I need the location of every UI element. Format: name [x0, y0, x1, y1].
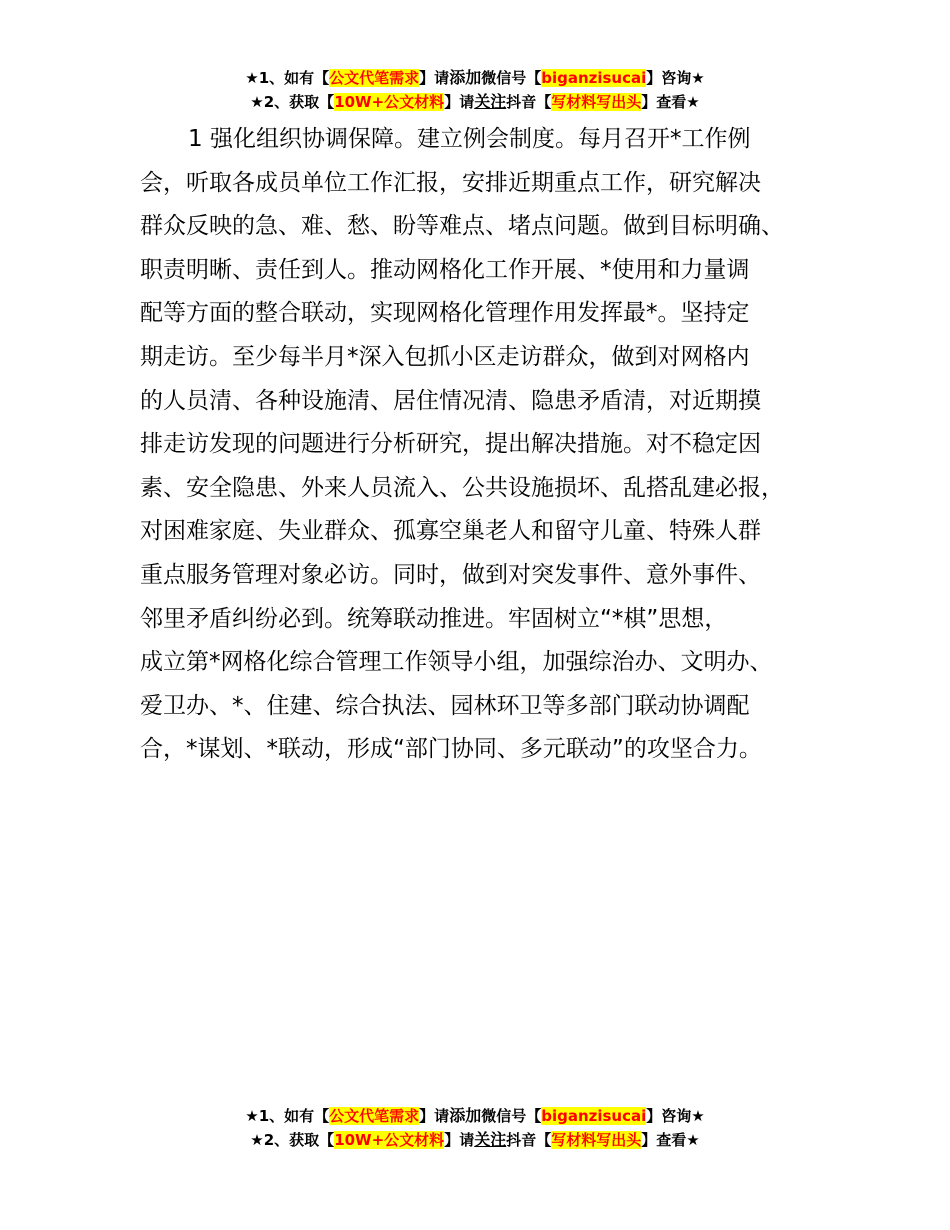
- banner-text: 】请: [444, 93, 475, 111]
- banner-highlight: biganzisucai: [541, 1107, 647, 1125]
- banner-highlight: 写材料写出头: [551, 93, 642, 111]
- body-line: 会，听取各成员单位工作汇报，安排近期重点工作，研究解决: [140, 169, 761, 196]
- banner-line-1: [0, 1104, 950, 1128]
- body-paragraph: [140, 118, 832, 772]
- body-line: 职责明晰、责任到人。推动网格化工作开展、*使用和力量调: [140, 256, 750, 283]
- body-line: 重点服务管理对象必访。同时，做到对突发事件、意外事件、: [140, 561, 761, 588]
- banner-highlight: 公文代笔需求: [329, 1107, 420, 1125]
- banner-text: 抖音【: [506, 93, 552, 111]
- banner-emphasis: 添加: [449, 1106, 482, 1125]
- banner-text: 】咨询★: [646, 1107, 705, 1125]
- body-line: 排走访发现的问题进行分析研究，提出解决措施。对不稳定因: [140, 431, 761, 458]
- banner-text: ★1、如有【: [245, 1107, 330, 1125]
- footer-banner: [0, 1104, 950, 1152]
- banner-text: 】请: [419, 69, 450, 87]
- banner-highlight: biganzisucai: [541, 69, 647, 87]
- banner-text: ★2、获取【: [250, 1131, 335, 1149]
- banner-emphasis: 关注: [474, 1130, 507, 1149]
- body-line: 爱卫办、*、住建、综合执法、园林环卫等多部门联动协调配: [140, 692, 750, 719]
- body-line: 对困难家庭、失业群众、孤寡空巢老人和留守儿童、特殊人群: [140, 518, 761, 545]
- banner-highlight: 10W+公文材料: [334, 93, 445, 111]
- body-line: 的人员清、各种设施清、居住情况清、隐患矛盾清，对近期摸: [140, 387, 761, 414]
- banner-highlight: 公文代笔需求: [329, 69, 420, 87]
- banner-text: ★1、如有【: [245, 69, 330, 87]
- banner-line-2: [0, 90, 950, 114]
- body-line: 邻里矛盾纠纷必到。统筹联动推进。牢固树立“*棋”思想，: [140, 605, 728, 632]
- banner-highlight: 写材料写出头: [551, 1131, 642, 1149]
- banner-text: 】咨询★: [646, 69, 705, 87]
- banner-line-2: [0, 1128, 950, 1152]
- banner-text: 】查看★: [641, 1131, 700, 1149]
- banner-line-1: [0, 66, 950, 90]
- banner-emphasis: 添加: [449, 68, 482, 87]
- body-line: 1 强化组织协调保障。建立例会制度。每月召开*工作例: [188, 126, 751, 152]
- banner-text: 微信号【: [481, 69, 542, 87]
- banner-text: 微信号【: [481, 1107, 542, 1125]
- banner-text: 】请: [444, 1131, 475, 1149]
- banner-text: 抖音【: [506, 1131, 552, 1149]
- banner-text: ★2、获取【: [250, 93, 335, 111]
- body-line: 素、安全隐患、外来人员流入、公共设施损坏、乱搭乱建必报，: [140, 474, 784, 501]
- body-line: 群众反映的急、难、愁、盼等难点、堵点问题。做到目标明确、: [140, 213, 784, 240]
- header-banner: [0, 66, 950, 114]
- body-line: 合，*谋划、*联动，形成“部门协同、多元联动”的攻坚合力。: [140, 736, 762, 763]
- banner-emphasis: 关注: [474, 92, 507, 111]
- banner-text: 】请: [419, 1107, 450, 1125]
- body-line: 成立第*网格化综合管理工作领导小组，加强综治办、文明办、: [140, 649, 773, 676]
- banner-text: 】查看★: [641, 93, 700, 111]
- body-line: 期走访。至少每半月*深入包抓小区走访群众，做到对网格内: [140, 343, 750, 370]
- banner-highlight: 10W+公文材料: [334, 1131, 445, 1149]
- body-line: 配等方面的整合联动，实现网格化管理作用发挥最*。坚持定: [140, 300, 750, 327]
